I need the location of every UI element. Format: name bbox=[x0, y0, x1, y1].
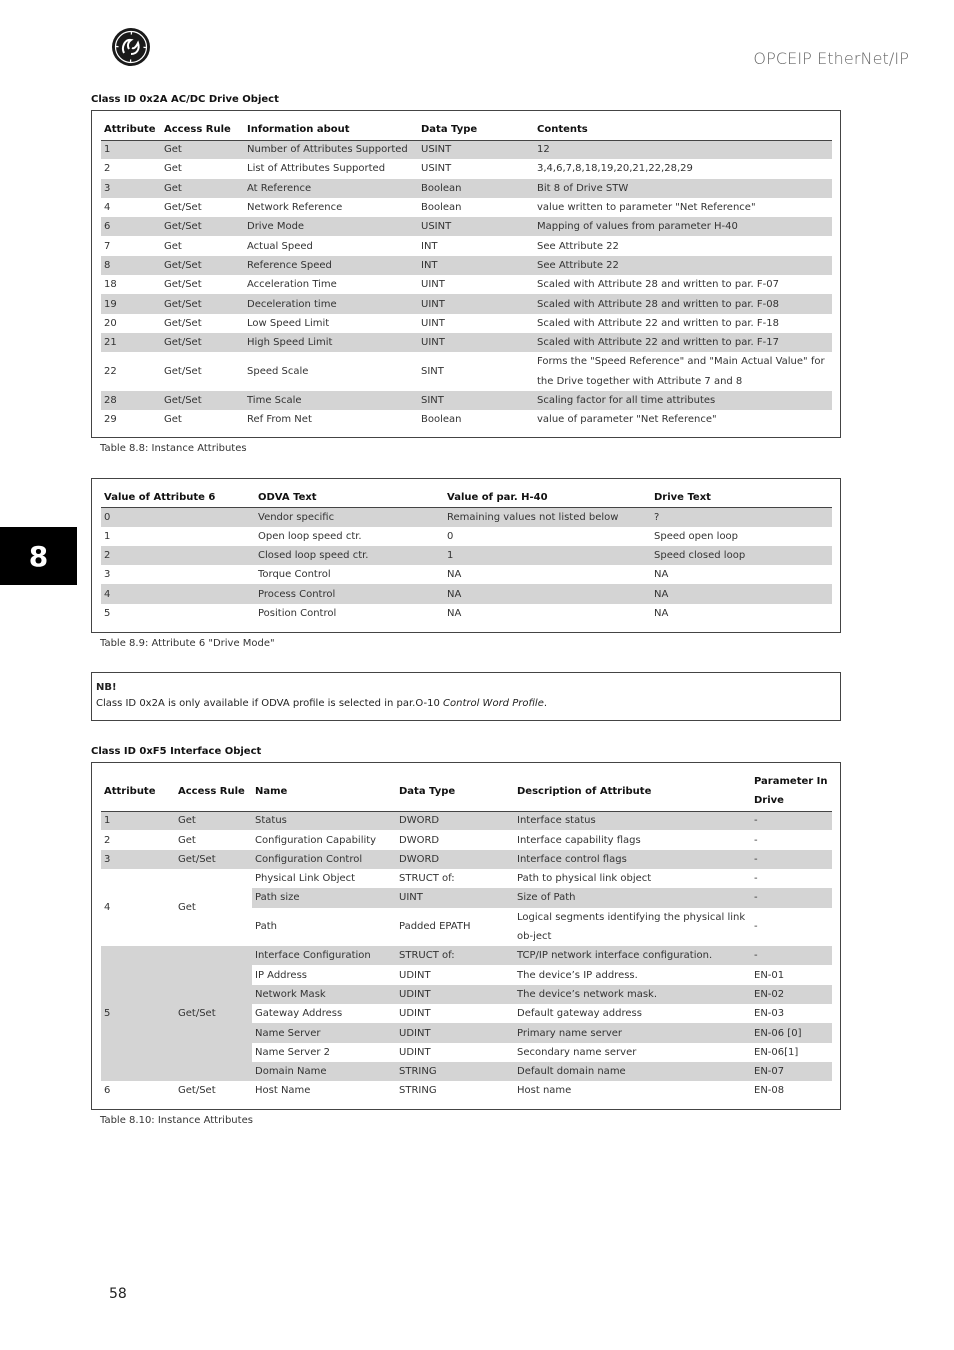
table-cell: TCP/IP network interface configuration. bbox=[514, 946, 751, 965]
table-cell: UINT bbox=[396, 888, 514, 907]
table-row bbox=[101, 352, 832, 391]
table-cell: Remaining values not listed below bbox=[444, 507, 651, 526]
column-header: Attribute bbox=[104, 124, 156, 136]
table-cell: UINT bbox=[418, 333, 534, 352]
table-cell: Network Reference bbox=[247, 202, 343, 214]
table-cell: Physical Link Object bbox=[255, 873, 356, 885]
table-row bbox=[101, 275, 832, 294]
table-cell: 21 bbox=[101, 333, 161, 352]
table-row bbox=[101, 198, 832, 217]
table-row bbox=[101, 256, 832, 275]
drive-object-table bbox=[101, 120, 832, 429]
note-box bbox=[91, 672, 841, 721]
table-cell: - bbox=[754, 834, 758, 846]
table-cell: Get bbox=[164, 414, 182, 426]
table-cell: STRING bbox=[396, 1062, 514, 1081]
table-header-row bbox=[101, 772, 832, 811]
table-cell: Get bbox=[164, 163, 182, 175]
table-cell: 2 bbox=[101, 546, 255, 565]
table-cell: High Speed Limit bbox=[244, 333, 418, 352]
table-cell: Scaled with Attribute 22 and written to par. F-18 bbox=[537, 317, 779, 329]
table-cell: List of Attributes Supported bbox=[247, 163, 386, 175]
table-cell: UINT bbox=[421, 279, 445, 291]
table-cell: Get/Set bbox=[175, 946, 252, 1081]
table-cell: 7 bbox=[104, 240, 111, 252]
table-cell: Get bbox=[164, 240, 182, 252]
ge-logo-icon bbox=[111, 27, 151, 67]
table-row bbox=[101, 946, 832, 965]
table-cell: Open loop speed ctr. bbox=[258, 530, 362, 542]
table-row bbox=[101, 294, 832, 313]
table-box-drive-object bbox=[91, 110, 841, 438]
table-cell: value of parameter "Net Reference" bbox=[537, 414, 717, 426]
table-cell: DWORD bbox=[396, 850, 514, 869]
table-cell: 1 bbox=[101, 811, 175, 830]
table-cell: INT bbox=[421, 240, 438, 252]
table-cell: DWORD bbox=[396, 811, 514, 830]
table-cell: - bbox=[751, 888, 832, 907]
table-cell: Acceleration Time bbox=[247, 279, 337, 291]
table-cell: 0 bbox=[101, 507, 255, 526]
table-cell: value written to parameter "Net Reference" bbox=[537, 202, 756, 214]
table-cell: Size of Path bbox=[514, 888, 751, 907]
column-header: Attribute bbox=[104, 785, 156, 797]
table-header-row bbox=[101, 120, 832, 140]
table-cell: Deceleration time bbox=[244, 294, 418, 313]
table-cell: Boolean bbox=[421, 414, 462, 426]
table-cell: 2 bbox=[104, 163, 111, 175]
table-cell: 3 bbox=[101, 179, 161, 198]
table-header-row bbox=[101, 488, 832, 507]
table-cell: Default gateway address bbox=[517, 1008, 642, 1020]
table-cell: NA bbox=[654, 569, 669, 581]
table-row bbox=[101, 850, 832, 869]
table-cell: STRUCT of: bbox=[396, 946, 514, 965]
table-cell: 8 bbox=[101, 256, 161, 275]
table-row bbox=[101, 159, 832, 178]
table-cell: Name Server bbox=[252, 1023, 396, 1042]
column-header: Name bbox=[255, 785, 288, 797]
table-row bbox=[101, 527, 832, 546]
table-cell: Ref From Net bbox=[247, 414, 312, 426]
table-cell: USINT bbox=[418, 217, 534, 236]
table-row bbox=[101, 140, 832, 159]
table-cell: 6 bbox=[104, 1085, 111, 1097]
table-caption-8-9: Table 8.9: Attribute 6 "Drive Mode" bbox=[100, 638, 275, 649]
table-cell: Interface control flags bbox=[514, 850, 751, 869]
table-cell: INT bbox=[418, 256, 534, 275]
table-cell: USINT bbox=[418, 140, 534, 159]
table-cell: 3 bbox=[101, 850, 175, 869]
table-cell: Get/Set bbox=[164, 279, 202, 291]
table-cell: Host Name bbox=[255, 1085, 311, 1097]
table-cell: 12 bbox=[534, 140, 832, 159]
table-cell: See Attribute 22 bbox=[537, 240, 619, 252]
table-cell: Default domain name bbox=[514, 1062, 751, 1081]
table-box-interface-object bbox=[91, 762, 841, 1110]
table-cell: Scaled with Attribute 28 and written to par. F-07 bbox=[537, 279, 779, 291]
table-cell: UDINT bbox=[396, 985, 514, 1004]
note-title: NB! bbox=[96, 682, 117, 693]
table-cell: Path size bbox=[252, 888, 396, 907]
table-cell: Number of Attributes Supported bbox=[244, 140, 418, 159]
table-cell: 1 bbox=[104, 530, 111, 542]
table-cell: Vendor specific bbox=[255, 507, 444, 526]
table-row bbox=[101, 546, 832, 565]
table-cell: Speed Scale bbox=[247, 366, 309, 378]
table-row bbox=[101, 604, 832, 623]
table-cell: 6 bbox=[101, 217, 161, 236]
table-cell: UDINT bbox=[399, 969, 431, 981]
table-cell: Process Control bbox=[255, 584, 444, 603]
table-cell: EN-06[1] bbox=[754, 1046, 799, 1058]
table-cell: NA bbox=[651, 584, 832, 603]
table-cell: Get/Set bbox=[161, 391, 244, 410]
table-cell: EN-08 bbox=[754, 1085, 785, 1097]
table-cell: 1 bbox=[444, 546, 651, 565]
table-cell: UINT bbox=[418, 294, 534, 313]
table-cell: ? bbox=[651, 507, 832, 526]
table-cell: Interface capability flags bbox=[517, 834, 641, 846]
table-row bbox=[101, 314, 832, 333]
table-cell: SINT bbox=[418, 391, 534, 410]
column-header: Access Rule bbox=[178, 785, 245, 797]
table-cell: Name Server 2 bbox=[255, 1046, 331, 1058]
table-cell: The device’s network mask. bbox=[514, 985, 751, 1004]
table-cell: 3 bbox=[104, 569, 111, 581]
table-cell: Get/Set bbox=[175, 850, 252, 869]
section-heading-interface-object: Class ID 0xF5 Interface Object bbox=[91, 746, 262, 757]
column-header: Information about bbox=[247, 124, 350, 136]
table-row bbox=[101, 333, 832, 352]
table-cell: Get bbox=[161, 140, 244, 159]
column-header: Access Rule bbox=[164, 124, 231, 136]
table-cell: 4 bbox=[104, 902, 111, 914]
table-row bbox=[101, 811, 832, 830]
table-cell: The device’s IP address. bbox=[517, 969, 638, 981]
table-cell: Network Mask bbox=[252, 985, 396, 1004]
table-cell: Path to physical link object bbox=[517, 873, 652, 885]
table-cell: Bit 8 of Drive STW bbox=[534, 179, 832, 198]
table-caption-8-10: Table 8.10: Instance Attributes bbox=[100, 1115, 253, 1126]
table-cell: Domain Name bbox=[252, 1062, 396, 1081]
table-cell: IP Address bbox=[255, 969, 307, 981]
table-cell: 0 bbox=[447, 530, 454, 542]
table-cell: 5 bbox=[101, 946, 175, 1081]
column-header: ODVA Text bbox=[258, 491, 317, 503]
document-header-title: OPCEIP EtherNet/IP bbox=[753, 49, 909, 68]
table-cell: - bbox=[751, 946, 832, 965]
table-cell: Scaled with Attribute 22 and written to par. F-17 bbox=[534, 333, 832, 352]
table-cell: Get/Set bbox=[161, 256, 244, 275]
table-cell: Interface Configuration bbox=[252, 946, 396, 965]
table-cell: NA bbox=[444, 584, 651, 603]
table-cell: 28 bbox=[101, 391, 161, 410]
table-cell: 18 bbox=[104, 279, 117, 291]
note-text: Class ID 0x2A is only available if ODVA profile is selected in par.O-10 Control Word Profile. bbox=[96, 698, 548, 709]
column-header: Data Type bbox=[421, 124, 478, 136]
table-cell: EN-07 bbox=[751, 1062, 832, 1081]
table-cell: Get/Set bbox=[161, 333, 244, 352]
table-row bbox=[101, 391, 832, 410]
column-header: Value of par. H-40 bbox=[447, 491, 548, 503]
table-cell: 5 bbox=[104, 607, 111, 619]
section-heading-drive-object: Class ID 0x2A AC/DC Drive Object bbox=[91, 94, 279, 105]
table-cell: Scaled with Attribute 28 and written to par. F-08 bbox=[534, 294, 832, 313]
table-caption-8-8: Table 8.8: Instance Attributes bbox=[100, 443, 247, 454]
table-cell: STRING bbox=[399, 1085, 437, 1097]
table-cell: 22 bbox=[104, 366, 117, 378]
table-cell: Get/Set bbox=[164, 317, 202, 329]
table-cell: Get/Set bbox=[178, 1085, 216, 1097]
table-cell: EN-01 bbox=[754, 969, 785, 981]
table-cell: NA bbox=[447, 607, 462, 619]
table-cell: EN-02 bbox=[751, 985, 832, 1004]
table-cell: UDINT bbox=[399, 1008, 431, 1020]
page-number: 58 bbox=[109, 1286, 127, 1302]
table-cell: Primary name server bbox=[514, 1023, 751, 1042]
table-cell: Configuration Control bbox=[252, 850, 396, 869]
column-header: Data Type bbox=[399, 785, 456, 797]
table-cell: Get bbox=[178, 902, 196, 914]
table-cell: See Attribute 22 bbox=[534, 256, 832, 275]
table-cell: Actual Speed bbox=[247, 240, 313, 252]
table-cell: Speed closed loop bbox=[651, 546, 832, 565]
table-cell: EN-06 [0] bbox=[751, 1023, 832, 1042]
table-cell: DWORD bbox=[399, 834, 440, 846]
table-row bbox=[101, 1081, 832, 1100]
table-cell: 2 bbox=[104, 834, 111, 846]
table-cell: Host name bbox=[517, 1085, 572, 1097]
table-cell: EN-03 bbox=[754, 1008, 785, 1020]
table-cell: Status bbox=[252, 811, 396, 830]
table-cell: NA bbox=[654, 607, 669, 619]
table-cell: Get bbox=[175, 811, 252, 830]
table-cell: Get/Set bbox=[161, 294, 244, 313]
table-cell: Get/Set bbox=[164, 202, 202, 214]
table-cell: STRUCT of: bbox=[399, 873, 455, 885]
table-cell: Speed open loop bbox=[654, 530, 739, 542]
table-cell: Padded EPATH bbox=[399, 921, 471, 933]
table-cell: Mapping of values from parameter H-40 bbox=[534, 217, 832, 236]
table-cell: Torque Control bbox=[258, 569, 331, 581]
table-cell: - bbox=[751, 811, 832, 830]
table-cell: Drive Mode bbox=[244, 217, 418, 236]
table-cell: Get bbox=[161, 179, 244, 198]
table-row bbox=[101, 869, 832, 888]
table-cell: Logical segments identifying the physical link ob-ject bbox=[517, 911, 746, 942]
table-cell: 20 bbox=[104, 317, 117, 329]
table-box-drive-mode bbox=[91, 478, 841, 633]
table-cell: 1 bbox=[101, 140, 161, 159]
table-row bbox=[101, 179, 832, 198]
table-cell: Path bbox=[255, 921, 277, 933]
table-cell: Reference Speed bbox=[244, 256, 418, 275]
table-cell: NA bbox=[447, 569, 462, 581]
chapter-tab: 8 bbox=[0, 527, 77, 585]
column-header: Description of Attribute bbox=[517, 785, 652, 797]
interface-object-table bbox=[101, 772, 832, 1101]
table-cell: Forms the "Speed Reference" and "Main Actual Value" for the Drive together with Attribute 7 and 8 bbox=[537, 356, 825, 387]
table-cell: At Reference bbox=[244, 179, 418, 198]
table-cell: 3,4,6,7,8,18,19,20,21,22,28,29 bbox=[537, 163, 693, 175]
table-cell: Closed loop speed ctr. bbox=[255, 546, 444, 565]
table-cell: UINT bbox=[421, 317, 445, 329]
table-cell: UDINT bbox=[399, 1046, 431, 1058]
table-cell: Gateway Address bbox=[255, 1008, 343, 1020]
table-cell: Time Scale bbox=[244, 391, 418, 410]
column-header: Drive Text bbox=[654, 491, 711, 503]
table-row bbox=[101, 410, 832, 429]
table-cell: - bbox=[754, 921, 758, 933]
table-cell: UDINT bbox=[396, 1023, 514, 1042]
table-cell: 4 bbox=[101, 584, 255, 603]
column-header: Value of Attribute 6 bbox=[104, 491, 216, 503]
table-cell: Low Speed Limit bbox=[247, 317, 330, 329]
table-row bbox=[101, 236, 832, 255]
table-cell: Get bbox=[178, 834, 196, 846]
table-cell: Secondary name server bbox=[517, 1046, 637, 1058]
table-cell: 19 bbox=[101, 294, 161, 313]
table-cell: SINT bbox=[421, 366, 444, 378]
table-cell: Interface status bbox=[514, 811, 751, 830]
table-cell: - bbox=[751, 850, 832, 869]
column-header: Contents bbox=[537, 124, 588, 136]
table-cell: Boolean bbox=[418, 179, 534, 198]
table-cell: USINT bbox=[421, 163, 452, 175]
table-row bbox=[101, 830, 832, 849]
table-row bbox=[101, 507, 832, 526]
table-row bbox=[101, 565, 832, 584]
table-cell: Position Control bbox=[258, 607, 337, 619]
table-cell: - bbox=[754, 873, 758, 885]
table-row bbox=[101, 217, 832, 236]
column-header: Parameter In Drive bbox=[754, 776, 828, 807]
table-cell: 29 bbox=[104, 414, 117, 426]
drive-mode-table bbox=[101, 488, 832, 623]
table-cell: 4 bbox=[104, 202, 111, 214]
table-cell: Scaling factor for all time attributes bbox=[534, 391, 832, 410]
table-row bbox=[101, 584, 832, 603]
table-cell: Configuration Capability bbox=[255, 834, 377, 846]
table-cell: Boolean bbox=[421, 202, 462, 214]
table-cell: Get/Set bbox=[164, 366, 202, 378]
table-cell: Get/Set bbox=[161, 217, 244, 236]
